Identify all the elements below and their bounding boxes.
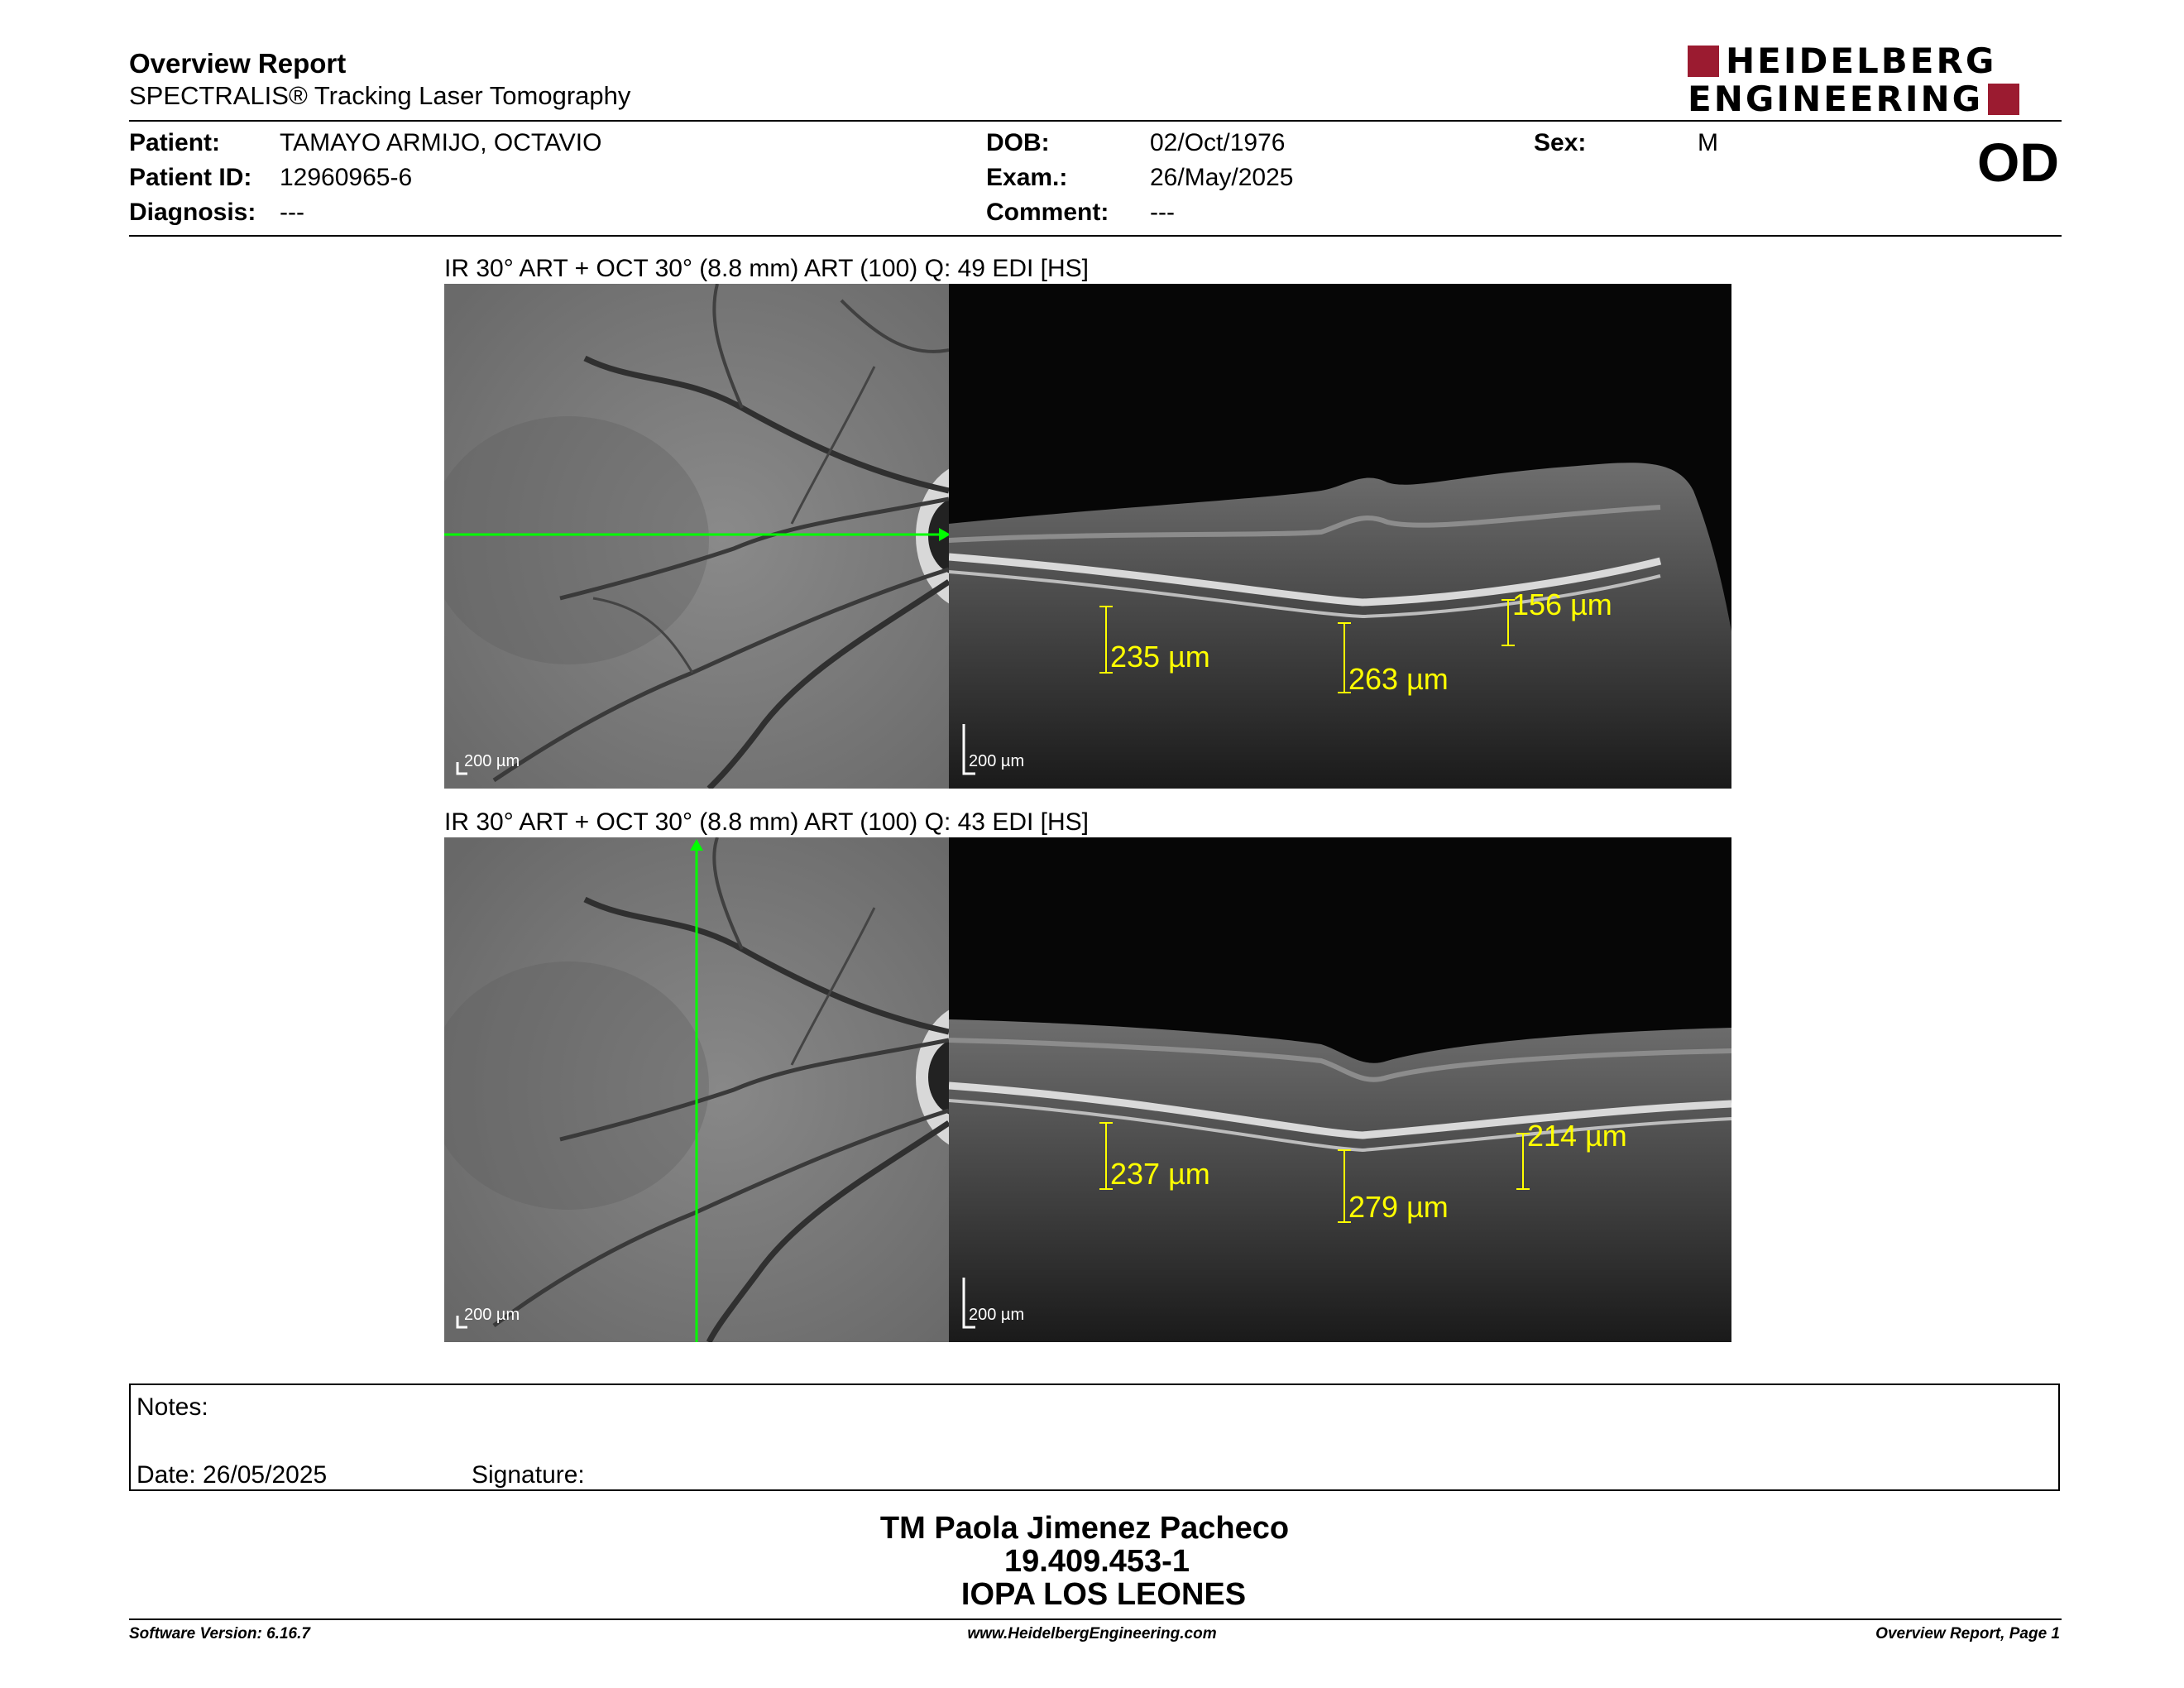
footer-software-version: Software Version: 6.16.7 <box>129 1625 310 1642</box>
patient-divider <box>129 235 2062 237</box>
report-subtitle: SPECTRALIS® Tracking Laser Tomography <box>129 81 631 110</box>
stamp-institution: IOPA LOS LEONES <box>960 1577 1247 1612</box>
logo-square-icon <box>1688 46 1719 77</box>
diagnosis-label: Diagnosis: <box>129 199 256 226</box>
scan-2-oct-image <box>949 837 1731 1342</box>
dob-label: DOB: <box>986 129 1050 156</box>
logo-square-icon <box>1988 84 2019 115</box>
scan-1-measurement-1: 235 µm <box>1110 640 1210 674</box>
logo-word-2: ENGINEERING <box>1688 79 1984 119</box>
comment-label: Comment: <box>986 199 1109 226</box>
patient-id-value: 12960965-6 <box>280 164 413 191</box>
scan-2-measurement-3: 214 µm <box>1527 1119 1627 1153</box>
notes-box <box>129 1383 2060 1491</box>
header-divider <box>129 120 2062 122</box>
patient-label: Patient: <box>129 129 221 156</box>
stamp-id: 19.409.453-1 <box>1004 1544 1190 1579</box>
scan-2-measurement-1: 237 µm <box>1110 1157 1210 1191</box>
notes-date: Date: 26/05/2025 <box>136 1461 328 1489</box>
notes-label: Notes: <box>136 1393 208 1421</box>
scan-1-oct-scale: 200 µm <box>969 752 1025 770</box>
sex-value: M <box>1698 129 1718 156</box>
stamp-name: TM Paola Jimenez Pacheco <box>879 1511 1290 1546</box>
report-title: Overview Report <box>129 48 347 79</box>
scan-2-fundus-image <box>444 837 949 1342</box>
scan-1-measurement-2: 263 µm <box>1348 662 1449 696</box>
diagnosis-value: --- <box>280 199 304 226</box>
eye-indicator: OD <box>1977 132 2059 193</box>
scan-2-caption: IR 30° ART + OCT 30° (8.8 mm) ART (100) Q: 43 EDI [HS] <box>444 808 1090 836</box>
footer-website: www.HeidelbergEngineering.com <box>967 1625 1217 1642</box>
heidelberg-logo <box>1688 41 2068 119</box>
notes-signature: Signature: <box>472 1461 585 1489</box>
scan-2-oct-scale: 200 µm <box>969 1306 1025 1324</box>
patient-id-label: Patient ID: <box>129 164 252 191</box>
scan-2-measurement-2: 279 µm <box>1348 1190 1449 1224</box>
logo-word-1: HEIDELBERG <box>1726 41 1997 81</box>
footer-page: Overview Report, Page 1 <box>1875 1625 2060 1642</box>
exam-label: Exam.: <box>986 164 1068 191</box>
sex-label: Sex: <box>1534 129 1587 156</box>
scan-1-fundus-image <box>444 284 949 789</box>
scan-1-oct-image <box>949 284 1731 789</box>
scan-1-measurement-3: 156 µm <box>1512 587 1612 621</box>
footer-divider <box>129 1618 2062 1620</box>
comment-value: --- <box>1150 199 1175 226</box>
scan-2-fundus-scale: 200 µm <box>464 1306 520 1324</box>
dob-value: 02/Oct/1976 <box>1150 129 1286 156</box>
patient-name: TAMAYO ARMIJO, OCTAVIO <box>280 129 602 156</box>
scan-1-fundus-scale: 200 µm <box>464 752 520 770</box>
exam-value: 26/May/2025 <box>1150 164 1294 191</box>
scan-1-caption: IR 30° ART + OCT 30° (8.8 mm) ART (100) Q: 49 EDI [HS] <box>444 255 1090 282</box>
